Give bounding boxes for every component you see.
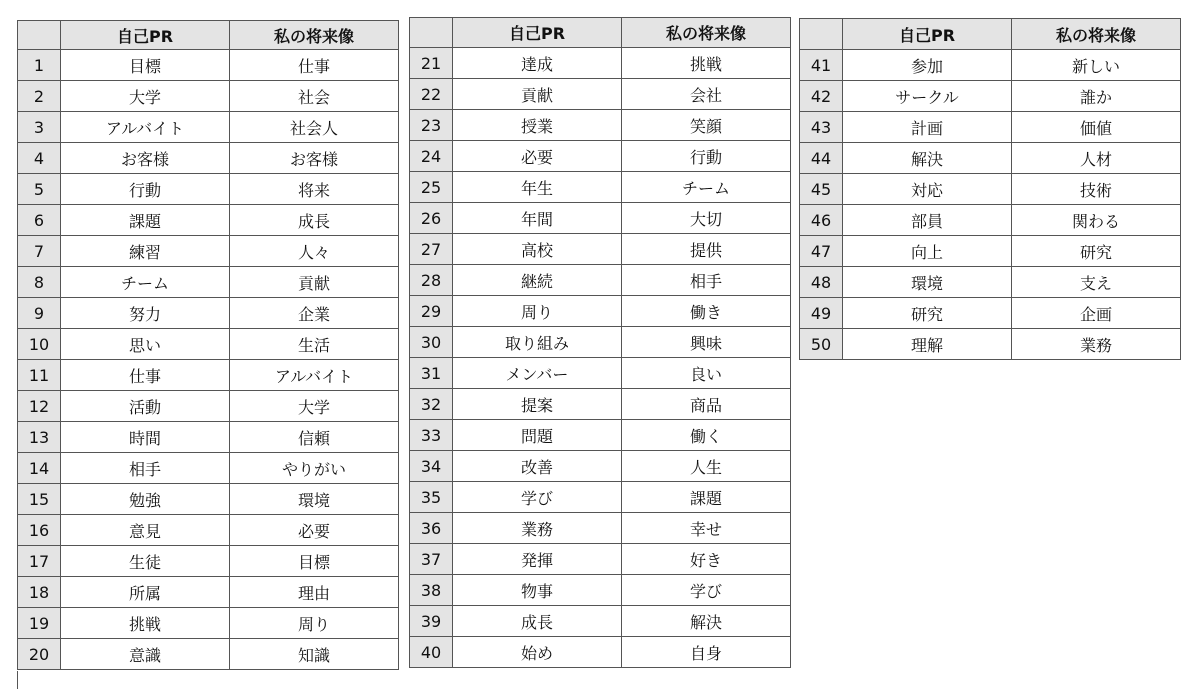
rank-cell: 15 [18, 484, 61, 515]
table-row [18, 298, 399, 329]
rank-cell: 22 [410, 79, 453, 110]
future-self-word-cell: 人材 [1012, 143, 1181, 174]
rank-cell: 40 [410, 637, 453, 668]
future-self-word-cell: 仕事 [230, 50, 399, 81]
future-self-word-cell: 理由 [230, 577, 399, 608]
rank-cell: 18 [18, 577, 61, 608]
table-row [800, 205, 1181, 236]
table-row [410, 141, 791, 172]
self-pr-word-cell: 継続 [453, 265, 622, 296]
future-self-column-header: 私の将来像 [230, 21, 399, 50]
future-self-word-cell: 企画 [1012, 298, 1181, 329]
table-row [410, 327, 791, 358]
table-row [18, 422, 399, 453]
table-row [18, 515, 399, 546]
future-self-word-cell: 周り [230, 608, 399, 639]
future-self-word-cell: 提供 [622, 234, 791, 265]
rank-cell: 38 [410, 575, 453, 606]
table-row [18, 81, 399, 112]
rank-cell: 26 [410, 203, 453, 234]
rank-cell: 5 [18, 174, 61, 205]
future-self-word-cell: 人生 [622, 451, 791, 482]
self-pr-word-cell: 課題 [61, 205, 230, 236]
rank-cell: 3 [18, 112, 61, 143]
self-pr-word-cell: 生徒 [61, 546, 230, 577]
table-row [410, 575, 791, 606]
rank-cell: 27 [410, 234, 453, 265]
table-row [410, 296, 791, 327]
rank-cell: 48 [800, 267, 843, 298]
self-pr-word-cell: 必要 [453, 141, 622, 172]
future-self-word-cell: 新しい [1012, 50, 1181, 81]
self-pr-word-cell: 相手 [61, 453, 230, 484]
rank-cell: 36 [410, 513, 453, 544]
table-row [800, 143, 1181, 174]
rank-cell: 47 [800, 236, 843, 267]
future-self-word-cell: 自身 [622, 637, 791, 668]
future-self-word-cell: 生活 [230, 329, 399, 360]
self-pr-word-cell: 周り [453, 296, 622, 327]
rank-cell: 11 [18, 360, 61, 391]
table-row [800, 298, 1181, 329]
rank-cell: 6 [18, 205, 61, 236]
future-self-word-cell: 価値 [1012, 112, 1181, 143]
self-pr-word-cell: 対応 [843, 174, 1012, 205]
self-pr-word-cell: お客様 [61, 143, 230, 174]
self-pr-word-cell: 取り組み [453, 327, 622, 358]
table-row [18, 205, 399, 236]
table-row [410, 482, 791, 513]
table-row [410, 48, 791, 79]
future-self-word-cell: 成長 [230, 205, 399, 236]
self-pr-word-cell: サークル [843, 81, 1012, 112]
self-pr-word-cell: 行動 [61, 174, 230, 205]
rank-column-header [800, 19, 843, 50]
table-row [410, 110, 791, 141]
self-pr-word-cell: 仕事 [61, 360, 230, 391]
future-self-word-cell: 貢献 [230, 267, 399, 298]
self-pr-word-cell: 時間 [61, 422, 230, 453]
rank-cell: 37 [410, 544, 453, 575]
self-pr-word-cell: 参加 [843, 50, 1012, 81]
table-row [410, 606, 791, 637]
rank-cell: 50 [800, 329, 843, 360]
self-pr-word-cell: 業務 [453, 513, 622, 544]
future-self-word-cell: 人々 [230, 236, 399, 267]
future-self-word-cell: 興味 [622, 327, 791, 358]
rank-cell: 20 [18, 639, 61, 670]
future-self-word-cell: 行動 [622, 141, 791, 172]
rank-cell: 25 [410, 172, 453, 203]
rank-cell: 34 [410, 451, 453, 482]
rank-cell: 2 [18, 81, 61, 112]
future-self-word-cell: 社会 [230, 81, 399, 112]
rank-cell: 30 [410, 327, 453, 358]
table-row [18, 577, 399, 608]
rank-cell: 29 [410, 296, 453, 327]
self-pr-word-cell: 理解 [843, 329, 1012, 360]
self-pr-word-cell: 環境 [843, 267, 1012, 298]
self-pr-column-header: 自己PR [61, 21, 230, 50]
rank-cell: 24 [410, 141, 453, 172]
table-row [410, 637, 791, 668]
future-self-word-cell: 笑顔 [622, 110, 791, 141]
future-self-word-cell: 信頼 [230, 422, 399, 453]
self-pr-word-cell: 意見 [61, 515, 230, 546]
future-self-word-cell: 誰か [1012, 81, 1181, 112]
self-pr-word-cell: 年間 [453, 203, 622, 234]
rank-cell: 23 [410, 110, 453, 141]
future-self-word-cell: 会社 [622, 79, 791, 110]
table-row [18, 236, 399, 267]
self-pr-word-cell: 挑戦 [61, 608, 230, 639]
rank-cell: 14 [18, 453, 61, 484]
table-row [18, 112, 399, 143]
rank-cell: 21 [410, 48, 453, 79]
table-row [410, 513, 791, 544]
future-self-word-cell: アルバイト [230, 360, 399, 391]
rank-column-header [18, 21, 61, 50]
table-row [18, 608, 399, 639]
self-pr-word-cell: 改善 [453, 451, 622, 482]
rank-cell: 7 [18, 236, 61, 267]
self-pr-word-cell: 活動 [61, 391, 230, 422]
future-self-word-cell: 関わる [1012, 205, 1181, 236]
self-pr-word-cell: 勉強 [61, 484, 230, 515]
future-self-word-cell: 幸せ [622, 513, 791, 544]
rank-cell: 28 [410, 265, 453, 296]
future-self-column-header: 私の将来像 [622, 18, 791, 48]
rank-cell: 1 [18, 50, 61, 81]
self-pr-word-cell: 努力 [61, 298, 230, 329]
self-pr-word-cell: チーム [61, 267, 230, 298]
table-row [800, 174, 1181, 205]
table-row [18, 546, 399, 577]
rank-cell: 45 [800, 174, 843, 205]
table-row [410, 389, 791, 420]
table-row [800, 112, 1181, 143]
rank-cell: 10 [18, 329, 61, 360]
table-row [18, 484, 399, 515]
self-pr-column-header: 自己PR [843, 19, 1012, 50]
rank-cell: 16 [18, 515, 61, 546]
table-row [18, 50, 399, 81]
table-row [410, 172, 791, 203]
rank-cell: 9 [18, 298, 61, 329]
future-self-word-cell: 学び [622, 575, 791, 606]
table-row [410, 234, 791, 265]
word-ranking-table-1-20 [17, 20, 399, 670]
table-row [410, 544, 791, 575]
word-ranking-table-41-50 [799, 18, 1181, 360]
future-self-word-cell: やりがい [230, 453, 399, 484]
self-pr-word-cell: 物事 [453, 575, 622, 606]
table-row [800, 81, 1181, 112]
table-row [18, 391, 399, 422]
rank-cell: 32 [410, 389, 453, 420]
rank-cell: 8 [18, 267, 61, 298]
future-self-word-cell: 商品 [622, 389, 791, 420]
self-pr-word-cell: 始め [453, 637, 622, 668]
self-pr-word-cell: 授業 [453, 110, 622, 141]
table-row [410, 420, 791, 451]
self-pr-word-cell: 向上 [843, 236, 1012, 267]
future-self-word-cell: 挑戦 [622, 48, 791, 79]
future-self-word-cell: 必要 [230, 515, 399, 546]
table-row [410, 265, 791, 296]
future-self-word-cell: 企業 [230, 298, 399, 329]
future-self-word-cell: 解決 [622, 606, 791, 637]
table-row [18, 453, 399, 484]
future-self-word-cell: チーム [622, 172, 791, 203]
self-pr-word-cell: 研究 [843, 298, 1012, 329]
rank-cell: 42 [800, 81, 843, 112]
table-row [410, 451, 791, 482]
self-pr-word-cell: 貢献 [453, 79, 622, 110]
future-self-word-cell: 将来 [230, 174, 399, 205]
word-ranking-table-21-40 [409, 17, 791, 668]
self-pr-word-cell: 年生 [453, 172, 622, 203]
rank-cell: 4 [18, 143, 61, 174]
table-row [410, 203, 791, 234]
future-self-word-cell: 好き [622, 544, 791, 575]
self-pr-word-cell: 所属 [61, 577, 230, 608]
self-pr-word-cell: 解決 [843, 143, 1012, 174]
future-self-word-cell: 大切 [622, 203, 791, 234]
rank-column-header [410, 18, 453, 48]
table-row [800, 236, 1181, 267]
table-row [18, 360, 399, 391]
self-pr-word-cell: 成長 [453, 606, 622, 637]
self-pr-word-cell: 目標 [61, 50, 230, 81]
future-self-word-cell: 環境 [230, 484, 399, 515]
self-pr-word-cell: 部員 [843, 205, 1012, 236]
rank-cell: 49 [800, 298, 843, 329]
future-self-word-cell: 業務 [1012, 329, 1181, 360]
rank-cell: 19 [18, 608, 61, 639]
table-row [410, 358, 791, 389]
table-row [800, 329, 1181, 360]
future-self-word-cell: 相手 [622, 265, 791, 296]
self-pr-word-cell: 意識 [61, 639, 230, 670]
rank-cell: 31 [410, 358, 453, 389]
future-self-word-cell: 働く [622, 420, 791, 451]
future-self-word-cell: 目標 [230, 546, 399, 577]
self-pr-word-cell: 思い [61, 329, 230, 360]
self-pr-word-cell: 大学 [61, 81, 230, 112]
future-self-word-cell: 働き [622, 296, 791, 327]
rank-cell: 33 [410, 420, 453, 451]
future-self-word-cell: 支え [1012, 267, 1181, 298]
future-self-word-cell: 知識 [230, 639, 399, 670]
future-self-column-header: 私の将来像 [1012, 19, 1181, 50]
self-pr-word-cell: 達成 [453, 48, 622, 79]
future-self-word-cell: 社会人 [230, 112, 399, 143]
table-continuation-line [17, 671, 18, 689]
table-row [800, 267, 1181, 298]
table-row [800, 50, 1181, 81]
self-pr-word-cell: 高校 [453, 234, 622, 265]
self-pr-word-cell: 発揮 [453, 544, 622, 575]
future-self-word-cell: お客様 [230, 143, 399, 174]
rank-cell: 41 [800, 50, 843, 81]
rank-cell: 46 [800, 205, 843, 236]
future-self-word-cell: 研究 [1012, 236, 1181, 267]
table-row [18, 174, 399, 205]
rank-cell: 17 [18, 546, 61, 577]
rank-cell: 13 [18, 422, 61, 453]
self-pr-word-cell: 提案 [453, 389, 622, 420]
table-row [18, 329, 399, 360]
self-pr-word-cell: 学び [453, 482, 622, 513]
future-self-word-cell: 技術 [1012, 174, 1181, 205]
table-row [18, 639, 399, 670]
rank-cell: 12 [18, 391, 61, 422]
future-self-word-cell: 良い [622, 358, 791, 389]
rank-cell: 35 [410, 482, 453, 513]
table-row [18, 143, 399, 174]
rank-cell: 43 [800, 112, 843, 143]
table-row [18, 267, 399, 298]
rank-cell: 39 [410, 606, 453, 637]
future-self-word-cell: 課題 [622, 482, 791, 513]
self-pr-column-header: 自己PR [453, 18, 622, 48]
self-pr-word-cell: 練習 [61, 236, 230, 267]
self-pr-word-cell: アルバイト [61, 112, 230, 143]
table-row [410, 79, 791, 110]
future-self-word-cell: 大学 [230, 391, 399, 422]
self-pr-word-cell: 計画 [843, 112, 1012, 143]
self-pr-word-cell: 問題 [453, 420, 622, 451]
rank-cell: 44 [800, 143, 843, 174]
self-pr-word-cell: メンバー [453, 358, 622, 389]
